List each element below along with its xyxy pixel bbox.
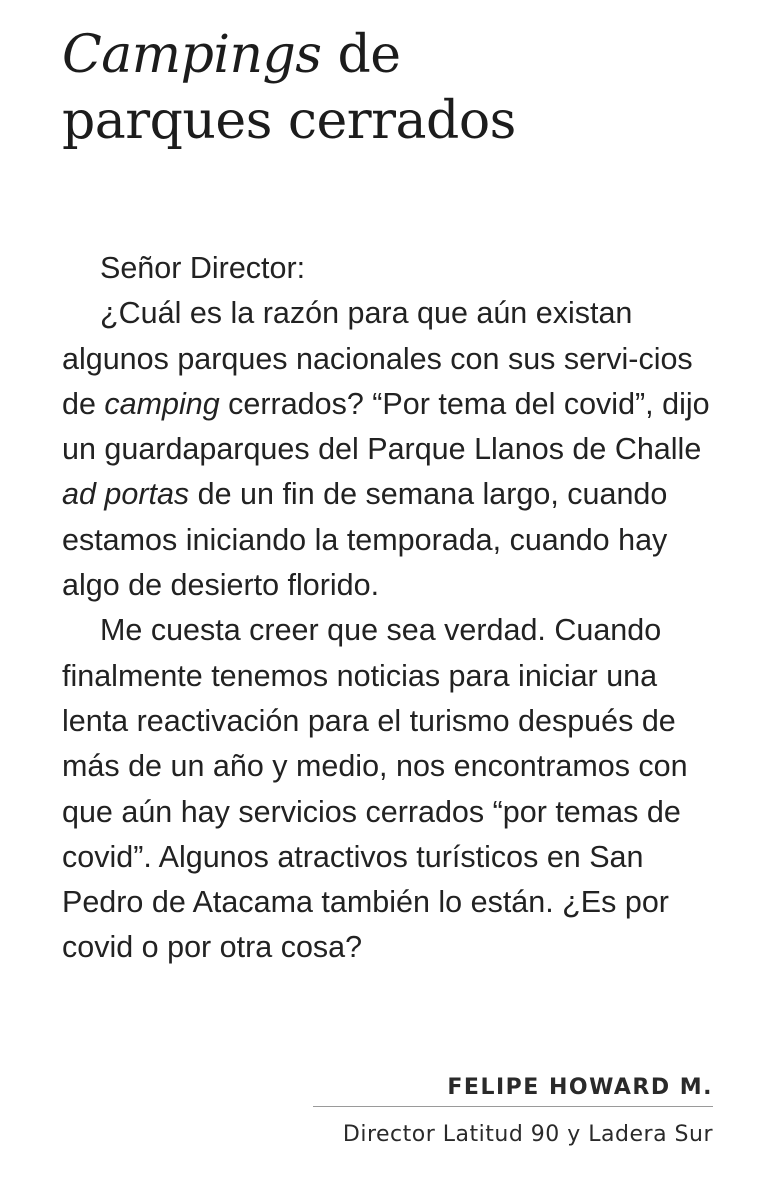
signature-role: Director Latitud 90 y Ladera Sur bbox=[342, 1122, 713, 1147]
salutation: Señor Director: bbox=[100, 251, 306, 285]
letter-body bbox=[62, 246, 712, 971]
p1-text-a: ¿Cuál es la razón para que aún existan algunos parques nacionales con sus servi-cios de bbox=[62, 296, 693, 421]
paragraph-1 bbox=[62, 291, 712, 608]
signature-name-block bbox=[313, 1075, 713, 1107]
p1-text-c: cerrados? “Por tema del covid”, dijo un guardaparques del Parque Llanos de Challe bbox=[62, 386, 710, 467]
headline-line2: parques cerrados bbox=[62, 91, 516, 151]
headline bbox=[62, 22, 742, 154]
paragraph-2: Me cuesta creer que sea verdad. Cuando finalmente tenemos noticias para iniciar una lenta reactivación para el turismo después de más de un año y medio, nos encontramos con que aún hay servicios cerrados “por temas de covid”. Algunos atractivos turísticos en San Pedro de Atacama también lo están. ¿Es por covid o por otra cosa? bbox=[62, 613, 688, 965]
p1-italic-camping: camping bbox=[104, 386, 220, 421]
headline-italic: Campings bbox=[62, 25, 322, 85]
p1-text-e: de un fin de semana largo, cuando estamos iniciando la temporada, cuando hay algo de desierto florido. bbox=[62, 477, 668, 603]
signature-name: FELIPE HOWARD M. bbox=[447, 1075, 713, 1100]
p1-italic-ad-portas: ad portas bbox=[62, 477, 190, 512]
headline-rest: de bbox=[321, 25, 401, 85]
